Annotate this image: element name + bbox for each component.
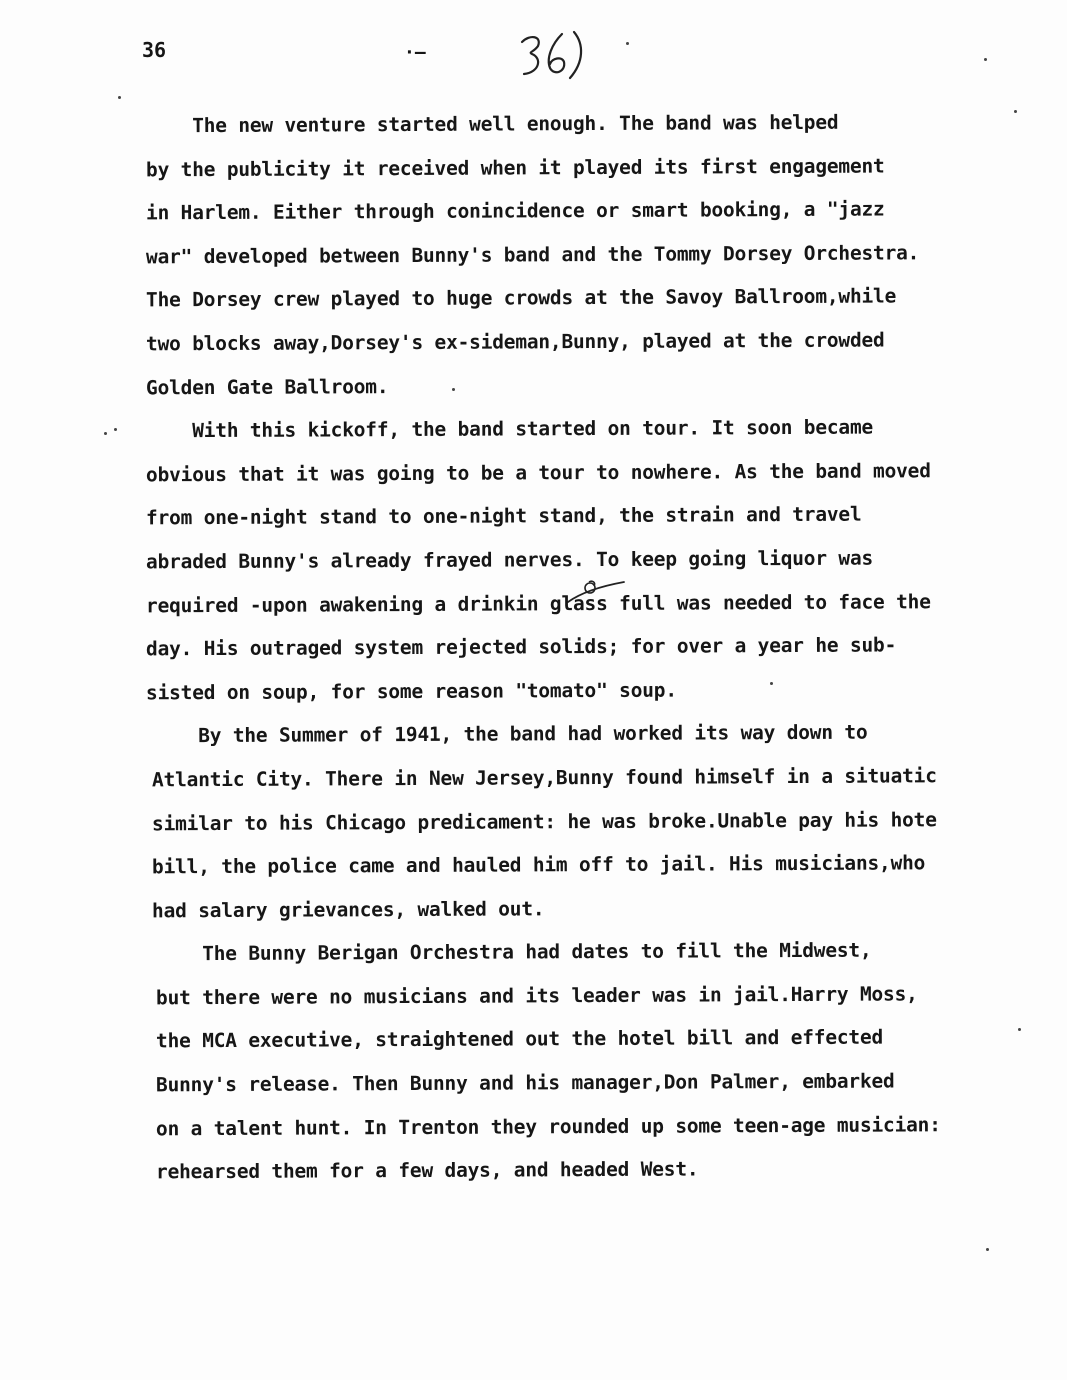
text-line: had salary grievances, walked out. (151, 896, 545, 923)
paragraph (146, 407, 1046, 712)
page-number: 36 (142, 38, 167, 62)
text-line: required -upon awakening a drinkin glass full was needed to face the (145, 589, 931, 617)
text-line: two blocks away,Dorsey's ex-sideman,Bunny, played at the crowded (145, 328, 885, 356)
text-line: similar to his Chicago predicament: he was broke.Unable pay his hote (151, 807, 937, 835)
text-line: With this kickoff, the band started on tour. It soon became (145, 415, 874, 443)
text-line: Golden Gate Ballroom. (145, 374, 389, 399)
text-line: rehearsed them for a few days, and headed West. (155, 1157, 699, 1184)
text-line: The Bunny Berigan Orchestra had dates to fill the Midwest, (155, 938, 872, 966)
text-line: obvious that it was going to be a tour to nowhere. As the band moved (145, 458, 931, 487)
text-line: Bunny's release. Then Bunny and his manager,Don Palmer, embarked (155, 1069, 895, 1097)
text-line: By the Summer of 1941, the band had worked its way down to (151, 720, 868, 748)
paper-speck (984, 58, 987, 61)
paper-speck (626, 42, 629, 45)
text-line: in Harlem. Either through conincidence or smart booking, a "jazz (145, 197, 885, 225)
paper-speck (118, 96, 121, 99)
paper-speck (770, 682, 773, 685)
paper-speck (452, 388, 455, 391)
paper-speck (1014, 110, 1017, 113)
text-line: from one-night stand to one-night stand, the strain and travel (145, 502, 862, 530)
paper-speck (986, 1248, 989, 1251)
text-line: sisted on soup, for some reason "tomato" soup. (145, 678, 677, 705)
paragraph (152, 712, 1046, 930)
text-line: the MCA executive, straightened out the hotel bill and effected (155, 1025, 884, 1053)
paragraph (156, 930, 1046, 1192)
paragraph (146, 102, 1046, 407)
text-line: Atlantic City. There in New Jersey,Bunny found himself in a situatic (151, 764, 937, 792)
text-line: war" developed between Bunny's band and the Tommy Dorsey Orchestra. (145, 241, 920, 269)
text-line: by the publicity it received when it played its first engagement (145, 154, 885, 181)
text-line: The new venture started well enough. The band was helped (145, 110, 839, 138)
paper-speck (1018, 1028, 1021, 1031)
text-line: day. His outraged system rejected solids; for over a year he sub- (145, 633, 897, 661)
paper-speck (114, 428, 117, 431)
handwritten-page-number (512, 28, 592, 84)
text-line: The Dorsey crew played to huge crowds at the Savoy Ballroom,while (145, 284, 897, 312)
text-line: on a talent hunt. In Trenton they rounded up some teen-age musician: (155, 1112, 941, 1140)
text-line: abraded Bunny's already frayed nerves. To keep going liquor was (145, 546, 874, 574)
text-line: bill, the police came and hauled him off to jail. His musicians,who (151, 851, 926, 879)
typed-body-text (146, 102, 1046, 1192)
stray-dash-mark: ·– (404, 42, 426, 63)
text-line: but there were no musicians and its leader was in jail.Harry Moss, (155, 982, 918, 1010)
paper-speck (104, 432, 107, 435)
